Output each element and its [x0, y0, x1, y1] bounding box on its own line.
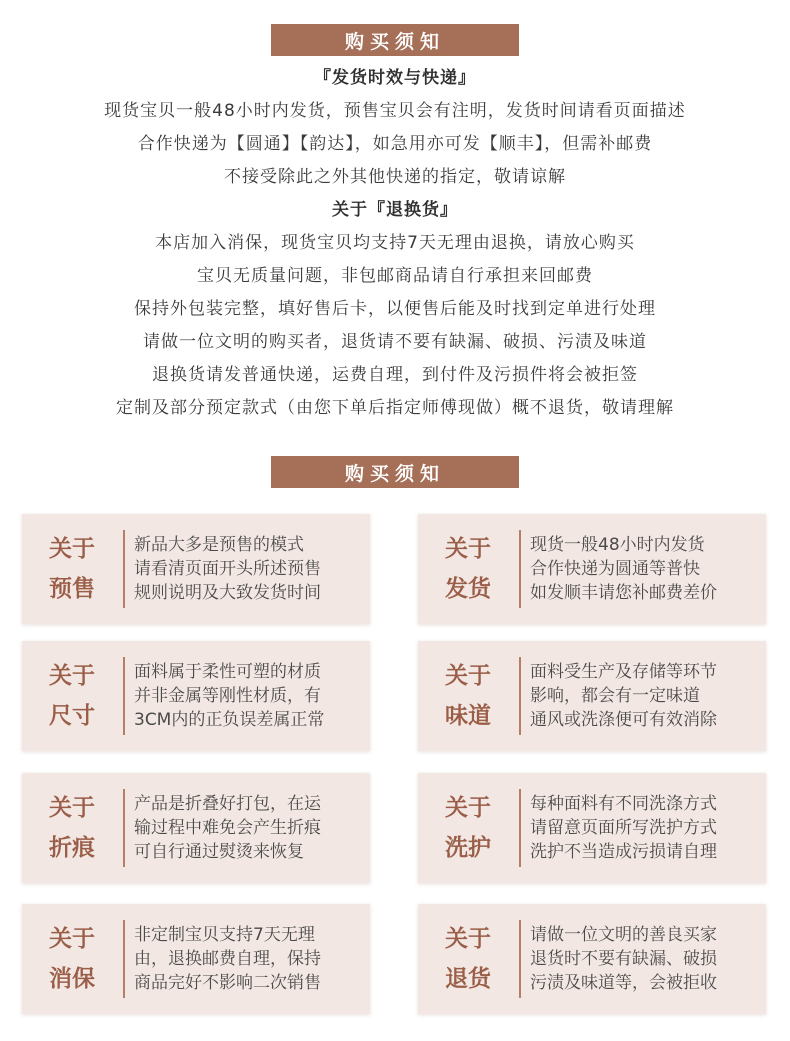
card-title-prefix: 关于: [49, 662, 95, 689]
notice-line: 不接受除此之外其他快递的指定，敬请谅解: [224, 167, 566, 187]
info-card-consumer-protection: [22, 904, 370, 1014]
card-title-prefix: 关于: [445, 794, 491, 821]
card-title-prefix: 关于: [49, 535, 95, 562]
card-body: [134, 514, 362, 624]
card-line: 规则说明及大致发货时间: [134, 583, 321, 603]
card-line: 合作快递为圆通等普快: [530, 559, 700, 579]
card-line: 新品大多是预售的模式: [134, 535, 304, 555]
notice-line: 保持外包装完整，填好售后卡，以便售后能及时找到定单进行处理: [134, 299, 656, 319]
card-title-topic: 退货: [445, 965, 491, 992]
shipping-heading: 『发货时效与快递』: [314, 68, 476, 88]
notice-line: 本店加入消保，现货宝贝均支持7天无理由退换，请放心购买: [155, 233, 635, 253]
notice-line: 合作快递为【圆通】【韵达】，如急用亦可发【顺丰】，但需补邮费: [137, 134, 653, 154]
card-body: [134, 904, 362, 1014]
card-line: 如发顺丰请您补邮费差价: [530, 583, 717, 603]
card-title: [418, 641, 518, 751]
card-title-prefix: 关于: [445, 535, 491, 562]
card-divider: [519, 657, 521, 735]
card-line: 污渍及味道等，会被拒收: [530, 973, 717, 993]
card-line: 现货一般48小时内发货: [530, 535, 705, 555]
shipping-and-returns-notice: [0, 62, 790, 425]
card-line: 通风或洗涤便可有效消除: [530, 710, 717, 730]
card-line: 每种面料有不同洗涤方式: [530, 794, 717, 814]
card-line: 产品是折叠好打包，在运: [134, 794, 321, 814]
card-line: 洗护不当造成污损请自理: [530, 842, 717, 862]
card-title-topic: 尺寸: [49, 702, 95, 729]
card-line: 退货时不要有缺漏、破损: [530, 949, 717, 969]
card-body: [134, 641, 362, 751]
purchase-notice-banner: 购买须知: [271, 24, 519, 56]
card-body: [530, 514, 758, 624]
notice-line: 现货宝贝一般48小时内发货，预售宝贝会有注明，发货时间请看页面描述: [104, 101, 686, 121]
card-divider: [123, 920, 125, 998]
card-title-prefix: 关于: [445, 662, 491, 689]
card-body: [530, 773, 758, 883]
card-line: 由，退换邮费自理，保持: [134, 949, 321, 969]
card-divider: [519, 789, 521, 867]
card-divider: [519, 920, 521, 998]
card-line: 非定制宝贝支持7天无理: [134, 925, 315, 945]
card-line: 输过程中难免会产生折痕: [134, 818, 321, 838]
card-title: [22, 773, 122, 883]
card-line: 面料受生产及存储等环节: [530, 662, 717, 682]
card-divider: [123, 530, 125, 608]
card-line: 请留意页面所写洗护方式: [530, 818, 717, 838]
info-card-size: [22, 641, 370, 751]
card-title-prefix: 关于: [49, 794, 95, 821]
card-body: [530, 904, 758, 1014]
card-divider: [123, 657, 125, 735]
card-title-topic: 洗护: [445, 834, 491, 861]
info-card-returns: [418, 904, 766, 1014]
card-line: 请做一位文明的善良买家: [530, 925, 717, 945]
card-line: 可自行通过熨烫来恢复: [134, 842, 304, 862]
card-body: [530, 641, 758, 751]
card-line: 面料属于柔性可塑的材质: [134, 662, 321, 682]
card-title-topic: 预售: [49, 575, 95, 602]
info-card-shipping: [418, 514, 766, 624]
info-card-creases: [22, 773, 370, 883]
info-card-odor: [418, 641, 766, 751]
notice-line: 退换货请发普通快递，运费自理，到付件及污损件将会被拒签: [152, 365, 638, 385]
notice-line: 宝贝无质量问题，非包邮商品请自行承担来回邮费: [197, 266, 593, 286]
card-line: 请看清页面开头所述预售: [134, 559, 321, 579]
card-title-topic: 消保: [49, 965, 95, 992]
info-card-presale: [22, 514, 370, 624]
card-title: [418, 904, 518, 1014]
card-divider: [519, 530, 521, 608]
card-title: [418, 514, 518, 624]
card-body: [134, 773, 362, 883]
info-card-care: [418, 773, 766, 883]
card-title-topic: 味道: [445, 702, 491, 729]
card-line: 商品完好不影响二次销售: [134, 973, 321, 993]
card-line: 影响，都会有一定味道: [530, 686, 700, 706]
card-divider: [123, 789, 125, 867]
card-line: 3CM内的正负误差属正常: [134, 710, 325, 730]
card-title-topic: 发货: [445, 575, 491, 602]
returns-heading: 关于『退换货』: [332, 200, 458, 220]
notice-line: 请做一位文明的购买者，退货请不要有缺漏、破损、污渍及味道: [143, 332, 647, 352]
card-title: [22, 514, 122, 624]
card-line: 并非金属等刚性材质，有: [134, 686, 321, 706]
card-title-prefix: 关于: [49, 925, 95, 952]
notice-line: 定制及部分预定款式（由您下单后指定师傅现做）概不退货，敬请理解: [116, 398, 674, 418]
card-title: [22, 641, 122, 751]
card-title-prefix: 关于: [445, 925, 491, 952]
card-title-topic: 折痕: [49, 834, 95, 861]
card-title: [418, 773, 518, 883]
purchase-notice-banner: 购买须知: [271, 456, 519, 488]
card-title: [22, 904, 122, 1014]
